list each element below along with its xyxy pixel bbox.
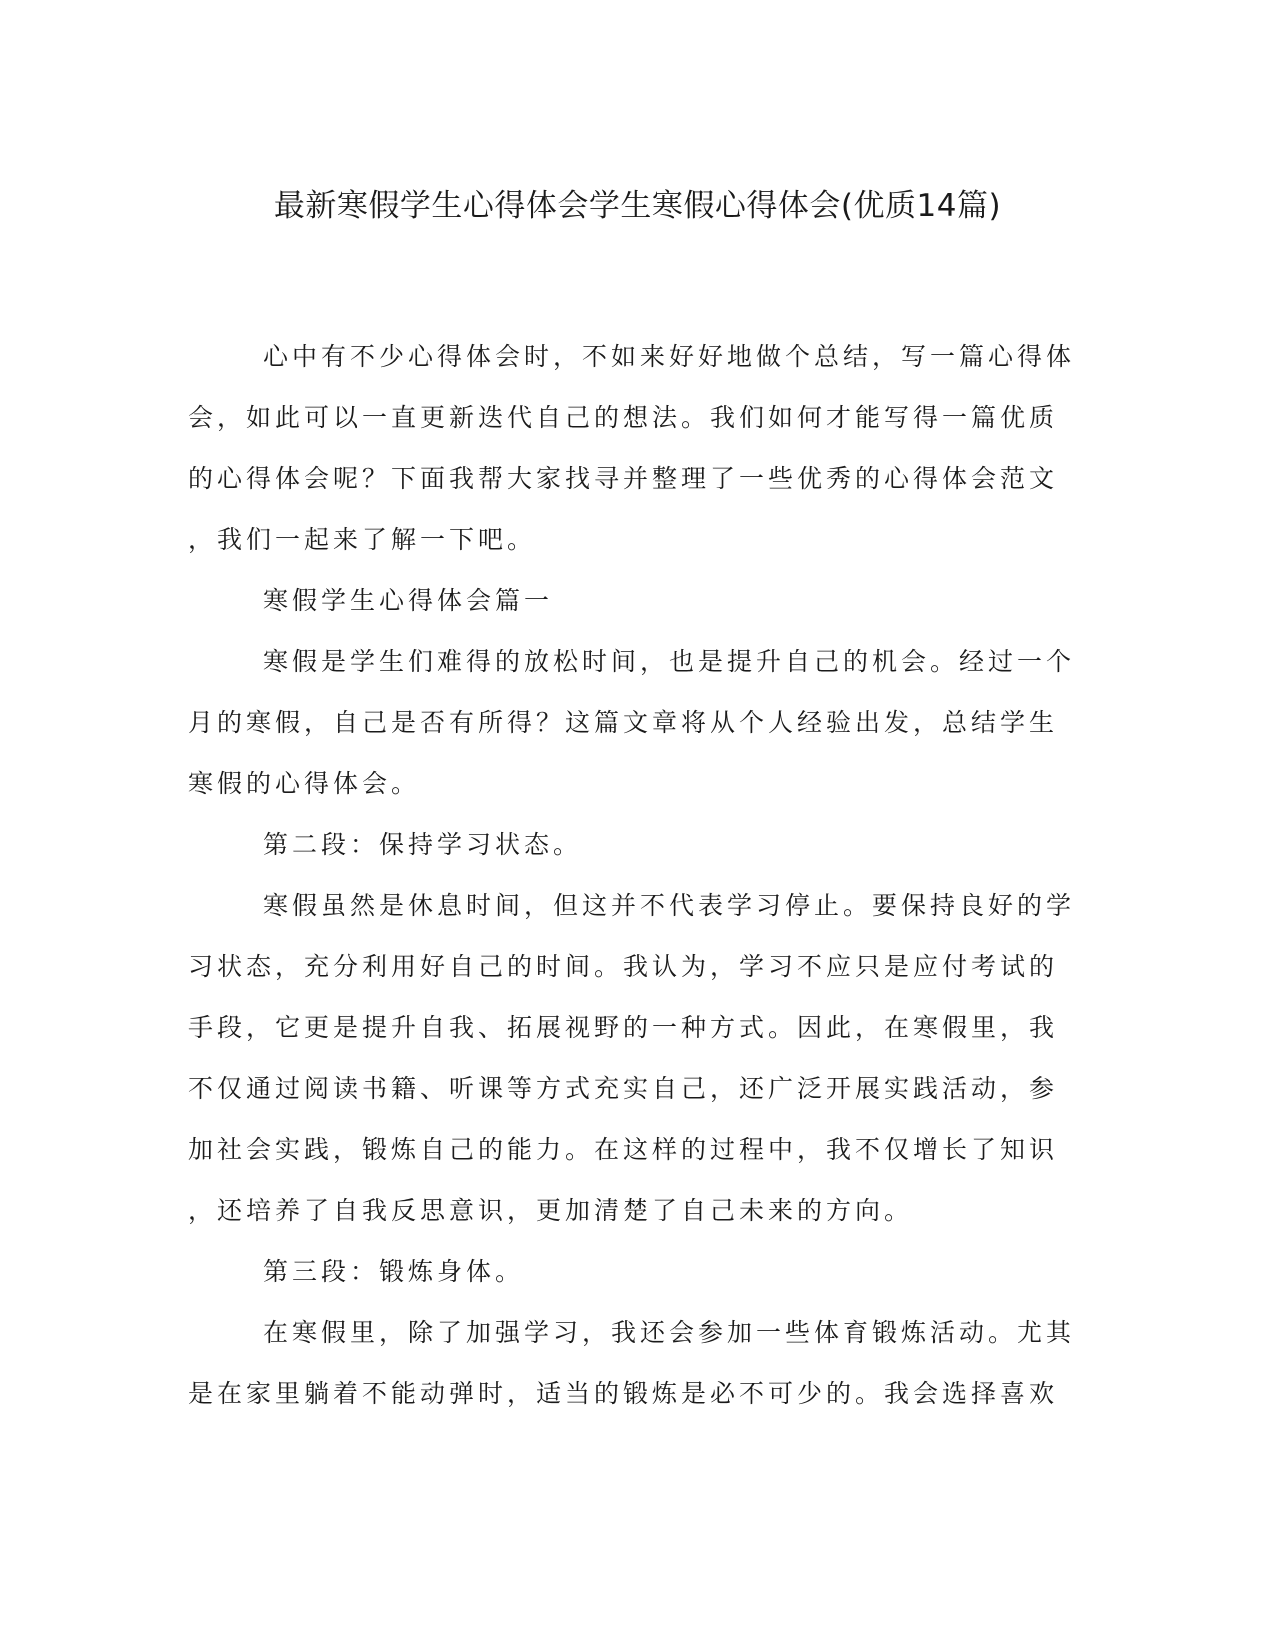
text-line: 在寒假里，除了加强学习，我还会参加一些体育锻炼活动。尤其 (263, 1318, 1076, 1347)
text-line: 寒假虽然是休息时间，但这并不代表学习停止。要保持良好的学 (263, 891, 1076, 920)
text-line: 是在家里躺着不能动弹时，适当的锻炼是必不可少的。我会选择喜欢 (188, 1379, 1059, 1408)
text-line: 寒假是学生们难得的放松时间，也是提升自己的机会。经过一个 (263, 647, 1076, 676)
text-line: 的心得体会呢？下面我帮大家找寻并整理了一些优秀的心得体会范文 (188, 464, 1059, 493)
text-line: ，还培养了自我反思意识，更加清楚了自己未来的方向。 (188, 1196, 914, 1225)
text-line: 加社会实践，锻炼自己的能力。在这样的过程中，我不仅增长了知识 (188, 1135, 1059, 1164)
text-line: 不仅通过阅读书籍、听课等方式充实自己，还广泛开展实践活动，参 (188, 1074, 1059, 1103)
text-line: 心中有不少心得体会时，不如来好好地做个总结，写一篇心得体 (263, 342, 1076, 371)
text-line: 第二段：保持学习状态。 (263, 830, 583, 859)
text-line: 习状态，充分利用好自己的时间。我认为，学习不应只是应付考试的 (188, 952, 1059, 981)
text-line: 手段，它更是提升自我、拓展视野的一种方式。因此，在寒假里，我 (188, 1013, 1059, 1042)
text-line: 寒假学生心得体会篇一 (263, 586, 554, 615)
text-line: 会，如此可以一直更新迭代自己的想法。我们如何才能写得一篇优质 (188, 403, 1059, 432)
text-line: 月的寒假，自己是否有所得？这篇文章将从个人经验出发，总结学生 (188, 708, 1059, 737)
document-title: 最新寒假学生心得体会学生寒假心得体会(优质14篇) (273, 188, 1002, 224)
text-line: ，我们一起来了解一下吧。 (188, 525, 537, 554)
document-body (188, 326, 1088, 1424)
text-line: 寒假的心得体会。 (188, 769, 421, 798)
text-line: 第三段：锻炼身体。 (263, 1257, 525, 1286)
